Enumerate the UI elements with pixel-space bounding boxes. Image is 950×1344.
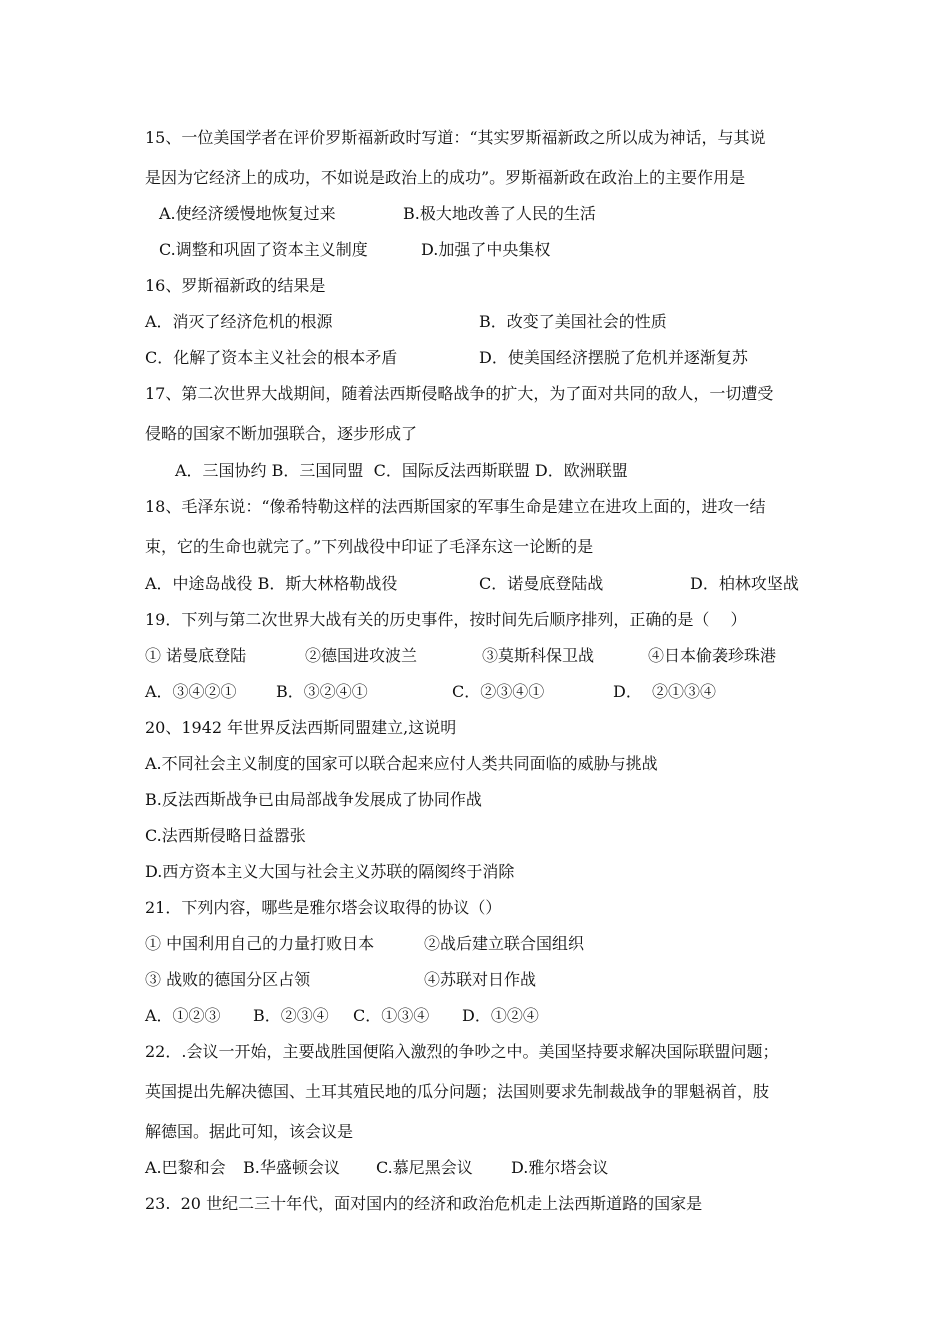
q18-stem-line-2: 束，它的生命也就完了。”下列战役中印证了毛泽东这一论断的是: [145, 537, 594, 556]
q15-stem-line-1: 15、一位美国学者在评价罗斯福新政时写道：“其实罗斯福新政之所以成为神话，与其说: [145, 128, 766, 147]
q23-stem: 23. 20 世纪二三十年代，面对国内的经济和政治危机走上法西斯道路的国家是: [145, 1194, 703, 1213]
q21-item-4: ④苏联对日作战: [424, 970, 537, 989]
q18-option-ab: A．中途岛战役 B．斯大林格勒战役: [145, 574, 398, 593]
q19-options-row: [145, 682, 825, 702]
q21-option-b: B．②③④: [253, 1006, 329, 1025]
q15-option-b: B.极大地改善了人民的生活: [403, 204, 596, 223]
q19-events-row: [145, 646, 825, 666]
q21-item-3: ③ 战败的德国分区占领: [145, 970, 311, 989]
q16-stem: 16、罗斯福新政的结果是: [145, 276, 326, 295]
q19-event-1: ① 诺曼底登陆: [145, 646, 247, 665]
q15-option-a: A.使经济缓慢地恢复过来: [159, 204, 336, 223]
q18-stem-line-1: 18、毛泽东说：“像希特勒这样的法西斯国家的军事生命是建立在进攻上面的，进攻一结: [145, 497, 766, 516]
q19-option-a: A．③④②①: [145, 682, 237, 701]
q21-items-row-2: [145, 970, 825, 990]
q15-option-c: C.调整和巩固了资本主义制度: [159, 240, 368, 259]
q19-option-d: D． ②①③④: [613, 682, 717, 701]
q16-option-d: D．使美国经济摆脱了危机并逐渐复苏: [479, 348, 748, 367]
q22-stem-line-1: 22．.会议一开始，主要战胜国便陷入激烈的争吵之中。美国坚持要求解决国际联盟问题；: [145, 1042, 779, 1061]
q21-options-row: [145, 1006, 825, 1026]
q21-item-2: ②战后建立联合国组织: [424, 934, 585, 953]
q18-options-row: [145, 574, 825, 594]
q15-stem-line-2: 是因为它经济上的成功，不如说是政治上的成功”。罗斯福新政在政治上的主要作用是: [145, 168, 746, 187]
q20-stem: 20、1942 年世界反法西斯同盟建立,这说明: [145, 718, 457, 737]
q20-option-a: A.不同社会主义制度的国家可以联合起来应付人类共同面临的威胁与挑战: [145, 754, 658, 773]
q19-event-4: ④日本偷袭珍珠港: [648, 646, 777, 665]
q22-option-d: D.雅尔塔会议: [511, 1158, 609, 1177]
q22-option-c: C.慕尼黑会议: [376, 1158, 473, 1177]
q17-stem-line-1: 17、第二次世界大战期间，随着法西斯侵略战争的扩大，为了面对共同的敌人，一切遭受: [145, 384, 774, 403]
q21-item-1: ① 中国利用自己的力量打败日本: [145, 934, 375, 953]
q16-options-row-2: [145, 348, 825, 368]
q20-option-b: B.反法西斯战争已由局部战争发展成了协同作战: [145, 790, 482, 809]
q19-option-c: C．②③④①: [452, 682, 545, 701]
q19-event-2: ②德国进攻波兰: [305, 646, 418, 665]
q22-stem-line-2: 英国提出先解决德国、土耳其殖民地的瓜分问题；法国则要求先制裁战争的罪魁祸首，肢: [145, 1082, 770, 1101]
q22-option-a: A.巴黎和会: [145, 1158, 226, 1177]
q18-option-c: C．诺曼底登陆战: [479, 574, 604, 593]
q22-stem-line-3: 解德国。据此可知，该会议是: [145, 1122, 354, 1141]
q18-option-d: D．柏林攻坚战: [690, 574, 799, 593]
q20-option-d: D.西方资本主义大国与社会主义苏联的隔阂终于消除: [145, 862, 515, 881]
q17-stem-line-2: 侵略的国家不断加强联合，逐步形成了: [145, 424, 418, 443]
q15-options-row-1: [145, 204, 825, 224]
q21-option-c: C．①③④: [353, 1006, 430, 1025]
q19-stem: 19．下列与第二次世界大战有关的历史事件，按时间先后顺序排列，正确的是（ ）: [145, 610, 747, 629]
q21-stem: 21．下列内容，哪些是雅尔塔会议取得的协议（）: [145, 898, 502, 917]
q21-option-a: A．①②③: [145, 1006, 221, 1025]
q19-event-3: ③莫斯科保卫战: [482, 646, 595, 665]
q20-option-c: C.法西斯侵略日益嚣张: [145, 826, 306, 845]
q15-option-d: D.加强了中央集权: [421, 240, 551, 259]
q16-option-a: A．消灭了经济危机的根源: [145, 312, 333, 331]
q15-options-row-2: [145, 240, 825, 260]
q17-options: A．三国协约 B．三国同盟 C．国际反法西斯联盟 D．欧洲联盟: [175, 461, 628, 480]
q21-option-d: D．①②④: [462, 1006, 539, 1025]
q22-option-b: B.华盛顿会议: [243, 1158, 340, 1177]
q16-option-c: C．化解了资本主义社会的根本矛盾: [145, 348, 398, 367]
q16-option-b: B．改变了美国社会的性质: [479, 312, 667, 331]
q16-options-row-1: [145, 312, 825, 332]
q21-items-row-1: [145, 934, 825, 954]
q19-option-b: B．③②④①: [276, 682, 368, 701]
q22-options-row: [145, 1158, 825, 1178]
